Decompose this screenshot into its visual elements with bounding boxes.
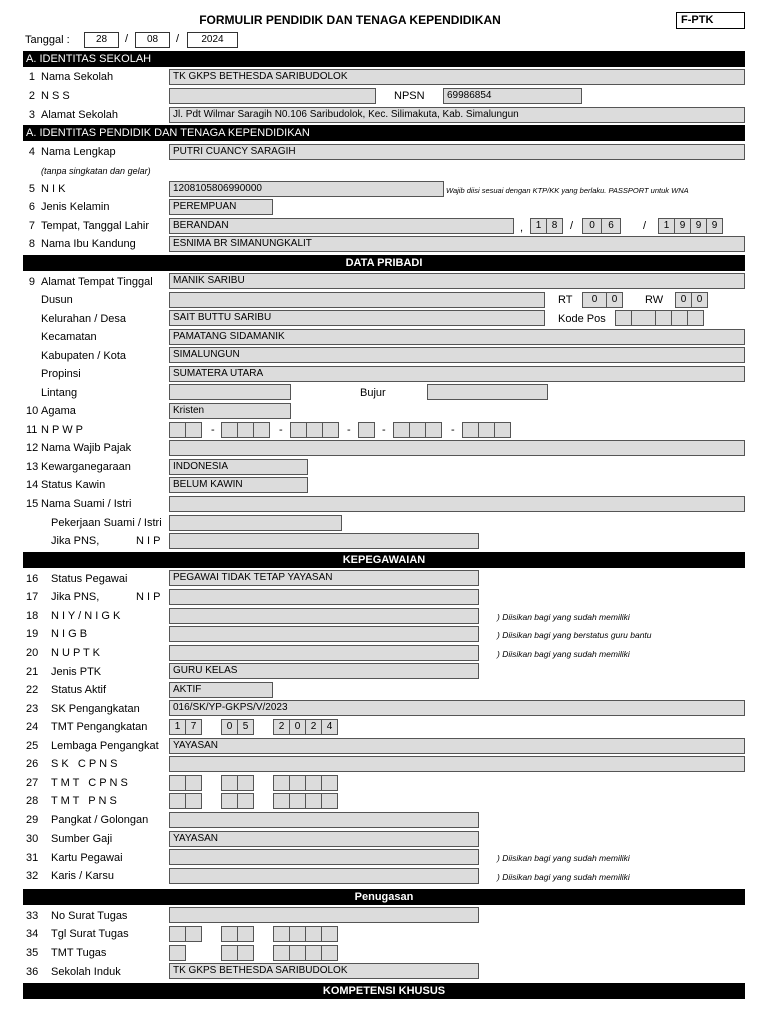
npwp-label: N P W P [41,424,83,436]
sk-pengangkatan-label: SK Pengangkatan [51,703,140,715]
nik-field[interactable]: 1208105806990000 [169,181,444,197]
digit-cell[interactable] [321,945,338,961]
tmt-cpns-month[interactable] [221,775,254,791]
npsn-field[interactable]: 69986854 [443,88,582,104]
kecamatan-field[interactable]: PAMATANG SIDAMANIK [169,329,745,345]
jenis-ptk-field[interactable]: GURU KELAS [169,663,479,679]
digit-cell[interactable] [185,793,202,809]
digit-cell[interactable] [221,926,238,942]
digit-cell[interactable] [273,793,290,809]
dash: - [347,424,351,436]
niy-field[interactable] [169,608,479,624]
row-number: 26 [26,758,39,770]
npwp-part-4[interactable] [358,422,375,438]
section-kepegawaian: KEPEGAWAIAN [23,552,745,568]
pekerjaan-pasangan-field[interactable] [169,515,342,531]
nama-sekolah-label: Nama Sekolah [41,71,114,83]
digit-cell[interactable] [358,422,375,438]
digit-cell[interactable] [273,926,290,942]
digit-cell[interactable]: 0 [675,292,692,308]
tgl-surat-month[interactable] [221,926,254,942]
row-number: 23 [26,703,39,715]
digit-cell[interactable] [615,310,632,326]
ttl-label: Tempat, Tanggal Lahir [41,220,150,232]
tmt-cpns-year[interactable] [273,775,338,791]
row-number: 36 [26,966,39,978]
rw-label: RW [645,294,664,306]
nuptk-label: N U P T K [51,647,100,659]
jenis-kelamin-label: Jenis Kelamin [41,201,110,213]
tmt-tugas-label: TMT Tugas [51,947,107,959]
digit-cell[interactable]: 0 [606,292,623,308]
wajib-pajak-label: Nama Wajib Pajak [41,442,132,454]
digit-cell[interactable] [478,422,495,438]
suami-istri-label: Nama Suami / Istri [41,498,132,510]
digit-cell[interactable] [237,775,254,791]
row-number: 1 [28,71,35,83]
section-data-pribadi: DATA PRIBADI [23,255,745,271]
digit-cell[interactable]: 1 [530,218,547,234]
row-number: 21 [26,666,39,678]
npwp-part-5[interactable] [393,422,442,438]
row-number: 27 [26,777,39,789]
row-number: 17 [26,591,39,603]
form-title: FORMULIR PENDIDIK DAN TENAGA KEPENDIDIKAN [199,13,501,27]
npwp-part-6[interactable] [462,422,511,438]
alamat-sekolah-field[interactable]: Jl. Pdt Wilmar Saragih N0.106 Saribudolok, Kec. Silimakuta, Kab. Simalungun [169,107,745,123]
digit-cell[interactable] [169,793,186,809]
date-slash: / [125,33,129,45]
alamat-sekolah-label: Alamat Sekolah [41,109,119,121]
ibu-kandung-field[interactable]: ESNIMA BR SIMANUNGKALIT [169,236,745,252]
alamat-label: Alamat Tempat Tinggal [41,276,153,288]
digit-cell[interactable] [237,422,254,438]
digit-cell[interactable]: 2 [305,719,322,735]
pangkat-label: Pangkat / Golongan [51,814,149,826]
tgl-surat-day[interactable] [169,926,202,942]
digit-cell[interactable]: 7 [185,719,202,735]
row-number: 35 [26,947,39,959]
kartu-pegawai-field[interactable] [169,849,479,865]
tmt-pns-month[interactable] [221,793,254,809]
kelurahan-field[interactable]: SAIT BUTTU SARIBU [169,310,545,326]
agama-label: Agama [41,405,76,417]
sumber-gaji-field[interactable]: YAYASAN [169,831,479,847]
status-aktif-field[interactable]: AKTIF [169,682,273,698]
date-slash: / [570,220,574,232]
row-number: 14 [26,479,39,491]
tmt-pns-year[interactable] [273,793,338,809]
kecamatan-label: Kecamatan [41,331,97,343]
digit-cell[interactable] [425,422,442,438]
row-number: 33 [26,910,39,922]
row-number: 13 [26,461,39,473]
kabupaten-field[interactable]: SIMALUNGUN [169,347,745,363]
kodepos-label: Kode Pos [558,313,606,325]
row-number: 20 [26,647,39,659]
row-number: 9 [28,276,35,288]
tmt-tugas-day[interactable] [169,945,186,961]
digit-cell[interactable]: 9 [690,218,707,234]
nss-label: N S S [41,90,70,102]
lembaga-field[interactable]: YAYASAN [169,738,745,754]
digit-cell[interactable] [289,926,306,942]
karis-field[interactable] [169,868,479,884]
digit-cell[interactable] [306,422,323,438]
section-penugasan: Penugasan [23,889,745,905]
digit-cell[interactable] [305,793,322,809]
date-day-field[interactable]: 28 [84,32,119,48]
rw-field[interactable] [675,292,708,308]
dash: - [382,424,386,436]
row-number: 7 [28,220,35,232]
section-identitas-sekolah: A. IDENTITAS SEKOLAH [23,51,745,67]
digit-cell[interactable] [289,945,306,961]
digit-cell[interactable] [321,793,338,809]
row-number: 25 [26,740,39,752]
nama-sekolah-field[interactable]: TK GKPS BETHESDA SARIBUDOLOK [169,69,745,85]
digit-cell[interactable] [289,793,306,809]
dash: - [279,424,283,436]
digit-cell[interactable] [185,775,202,791]
row-number: 18 [26,610,39,622]
digit-cell[interactable] [185,422,202,438]
digit-cell[interactable] [221,775,238,791]
tgl-surat-year[interactable] [273,926,338,942]
status-kawin-label: Status Kawin [41,479,106,491]
digit-cell[interactable] [169,422,186,438]
tmt-tugas-year[interactable] [273,945,338,961]
tmt-year[interactable] [273,719,338,735]
no-surat-tugas-label: No Surat Tugas [51,910,128,922]
digit-cell[interactable]: 2 [273,719,290,735]
jika-pns-label: Jika PNS, [51,535,100,547]
sk-cpns-label: S K C P N S [51,758,118,770]
tgl-surat-tugas-label: Tgl Surat Tugas [51,928,129,940]
dash: - [451,424,455,436]
nip-label: N I P [136,591,161,603]
digit-cell[interactable] [409,422,426,438]
tmt-tugas-month[interactable] [221,945,254,961]
form-code: F-PTK [676,12,745,29]
tanggal-label: Tanggal : [25,34,70,46]
ibu-kandung-label: Nama Ibu Kandung [41,238,136,250]
kelurahan-label: Kelurahan / Desa [41,313,126,325]
digit-cell[interactable] [169,775,186,791]
digit-cell[interactable] [305,775,322,791]
row-number: 31 [26,852,39,864]
section-identitas-ptk: A. IDENTITAS PENDIDIK DAN TENAGA KEPENDIDIKAN [23,125,745,141]
npwp-part-2[interactable] [221,422,270,438]
nuptk-note: ) Diisikan bagi yang sudah memiliki [497,649,630,659]
sekolah-induk-field[interactable]: TK GKPS BETHESDA SARIBUDOLOK [169,963,479,979]
comma: , [520,222,524,234]
sekolah-induk-label: Sekolah Induk [51,966,121,978]
sk-pengangkatan-field[interactable]: 016/SK/YP-GKPS/V/2023 [169,700,745,716]
propinsi-field[interactable]: SUMATERA UTARA [169,366,745,382]
nama-lengkap-field[interactable]: PUTRI CUANCY SARAGIH [169,144,745,160]
lintang-label: Lintang [41,387,78,399]
wajib-pajak-field[interactable] [169,440,745,456]
row-number: 16 [26,573,39,585]
digit-cell[interactable] [237,793,254,809]
row-number: 8 [28,238,35,250]
digit-cell[interactable] [221,422,238,438]
jenis-kelamin-field[interactable]: PEREMPUAN [169,199,273,215]
jika-pns-label: Jika PNS, [51,591,100,603]
rt-field[interactable] [582,292,623,308]
status-kawin-field[interactable]: BELUM KAWIN [169,477,308,493]
no-surat-tugas-field[interactable] [169,907,479,923]
row-number: 10 [26,405,39,417]
row-number: 3 [28,109,35,121]
nip-pasangan-field[interactable] [169,533,479,549]
row-number: 2 [28,90,35,102]
jenis-ptk-label: Jenis PTK [51,666,102,678]
nama-hint: (tanpa singkatan dan gelar) [41,166,151,176]
karis-note: ) Diisikan bagi yang sudah memiliki [497,872,630,882]
kodepos-field[interactable] [615,310,704,326]
row-number: 11 [26,424,38,436]
pangkat-field[interactable] [169,812,479,828]
nama-lengkap-label: Nama Lengkap [41,146,116,158]
row-number: 24 [26,721,39,733]
digit-cell[interactable]: 0 [582,218,602,234]
tmt-pns-day[interactable] [169,793,202,809]
nip-label: N I P [136,535,161,547]
niy-label: N I Y / N I G K [51,610,121,622]
digit-cell[interactable] [273,945,290,961]
status-aktif-label: Status Aktif [51,684,107,696]
row-number: 29 [26,814,39,826]
digit-cell[interactable] [169,945,186,961]
digit-cell[interactable] [305,945,322,961]
nigb-note: ) Diisikan bagi yang berstatus guru bantu [497,630,652,640]
bujur-label: Bujur [360,387,386,399]
propinsi-label: Propinsi [41,368,81,380]
digit-cell[interactable] [321,926,338,942]
dusun-label: Dusun [41,294,73,306]
lembaga-label: Lembaga Pengangkat [51,740,159,752]
digit-cell[interactable] [221,793,238,809]
row-number: 4 [28,146,35,158]
kewarganegaraan-field[interactable]: INDONESIA [169,459,308,475]
status-pegawai-label: Status Pegawai [51,573,128,585]
npwp-part-1[interactable] [169,422,202,438]
bujur-field[interactable] [427,384,548,400]
tgl-lahir-day[interactable] [530,218,563,234]
section-kompetensi-khusus: KOMPETENSI KHUSUS [23,983,745,999]
row-number: 22 [26,684,39,696]
row-number: 5 [28,183,35,195]
digit-cell[interactable]: 1 [169,719,186,735]
digit-cell[interactable] [237,945,254,961]
date-year-field[interactable]: 2024 [187,32,238,48]
nigb-field[interactable] [169,626,479,642]
row-number: 19 [26,628,39,640]
sumber-gaji-label: Sumber Gaji [51,833,113,845]
tmt-cpns-label: T M T C P N S [51,777,128,789]
date-month-field[interactable]: 08 [135,32,170,48]
alamat-field[interactable]: MANIK SARIBU [169,273,745,289]
digit-cell[interactable]: 9 [674,218,691,234]
date-slash: / [176,33,180,45]
digit-cell[interactable]: 9 [706,218,723,234]
npwp-part-3[interactable] [290,422,339,438]
tmt-day[interactable] [169,719,202,735]
digit-cell[interactable] [631,310,656,326]
digit-cell[interactable] [462,422,479,438]
row-number: 15 [26,498,39,510]
digit-cell[interactable]: 5 [237,719,254,735]
lintang-field[interactable] [169,384,291,400]
nss-field[interactable] [169,88,376,104]
tmt-pengangkatan-label: TMT Pengangkatan [51,721,148,733]
digit-cell[interactable] [671,310,688,326]
rt-label: RT [558,294,573,306]
row-number: 6 [28,201,35,213]
tgl-lahir-year[interactable] [658,218,723,234]
digit-cell[interactable] [185,926,202,942]
sk-cpns-field[interactable] [169,756,745,772]
nuptk-field[interactable] [169,645,479,661]
niy-note: ) Diisikan bagi yang sudah memiliki [497,612,630,622]
digit-cell[interactable] [655,310,672,326]
dusun-field[interactable] [169,292,545,308]
digit-cell[interactable]: 0 [691,292,708,308]
digit-cell[interactable] [290,422,307,438]
tmt-cpns-day[interactable] [169,775,202,791]
tmt-month[interactable] [221,719,254,735]
digit-cell[interactable]: 6 [601,218,621,234]
tempat-lahir-field[interactable]: BERANDAN [169,218,514,234]
nik-label: N I K [41,183,66,195]
pekerjaan-pasangan-label: Pekerjaan Suami / Istri [51,517,162,529]
nik-note: Wajib diisi sesuai dengan KTP/KK yang berlaku. PASSPORT untuk WNA [446,186,689,195]
digit-cell[interactable] [393,422,410,438]
karis-label: Karis / Karsu [51,870,114,882]
row-number: 32 [26,870,39,882]
kewarganegaraan-label: Kewarganegaraan [41,461,131,473]
row-number: 12 [26,442,39,454]
digit-cell[interactable] [221,945,238,961]
digit-cell[interactable] [169,926,186,942]
row-number: 28 [26,795,39,807]
dash: - [211,424,215,436]
status-pegawai-field[interactable]: PEGAWAI TIDAK TETAP YAYASAN [169,570,479,586]
digit-cell[interactable]: 0 [582,292,607,308]
digit-cell[interactable]: 1 [658,218,675,234]
row-number: 34 [26,928,39,940]
digit-cell[interactable] [237,926,254,942]
digit-cell[interactable]: 0 [289,719,306,735]
suami-istri-field[interactable] [169,496,745,512]
digit-cell[interactable] [494,422,511,438]
agama-field[interactable]: Kristen [169,403,291,419]
digit-cell[interactable] [321,775,338,791]
kartu-pegawai-label: Kartu Pegawai [51,852,123,864]
digit-cell[interactable] [305,926,322,942]
digit-cell[interactable] [273,775,290,791]
digit-cell[interactable] [687,310,704,326]
tmt-pns-label: T M T P N S [51,795,117,807]
npsn-label: NPSN [394,90,425,102]
digit-cell[interactable] [289,775,306,791]
digit-cell[interactable]: 0 [221,719,238,735]
digit-cell[interactable]: 8 [546,218,563,234]
row-number: 30 [26,833,39,845]
date-slash: / [643,220,647,232]
tgl-lahir-month[interactable] [582,218,621,234]
kabupaten-label: Kabupaten / Kota [41,350,127,362]
nigb-label: N I G B [51,628,88,640]
digit-cell[interactable] [322,422,339,438]
digit-cell[interactable] [253,422,270,438]
digit-cell[interactable]: 4 [321,719,338,735]
kartu-pegawai-note: ) Diisikan bagi yang sudah memiliki [497,853,630,863]
nip-field[interactable] [169,589,479,605]
